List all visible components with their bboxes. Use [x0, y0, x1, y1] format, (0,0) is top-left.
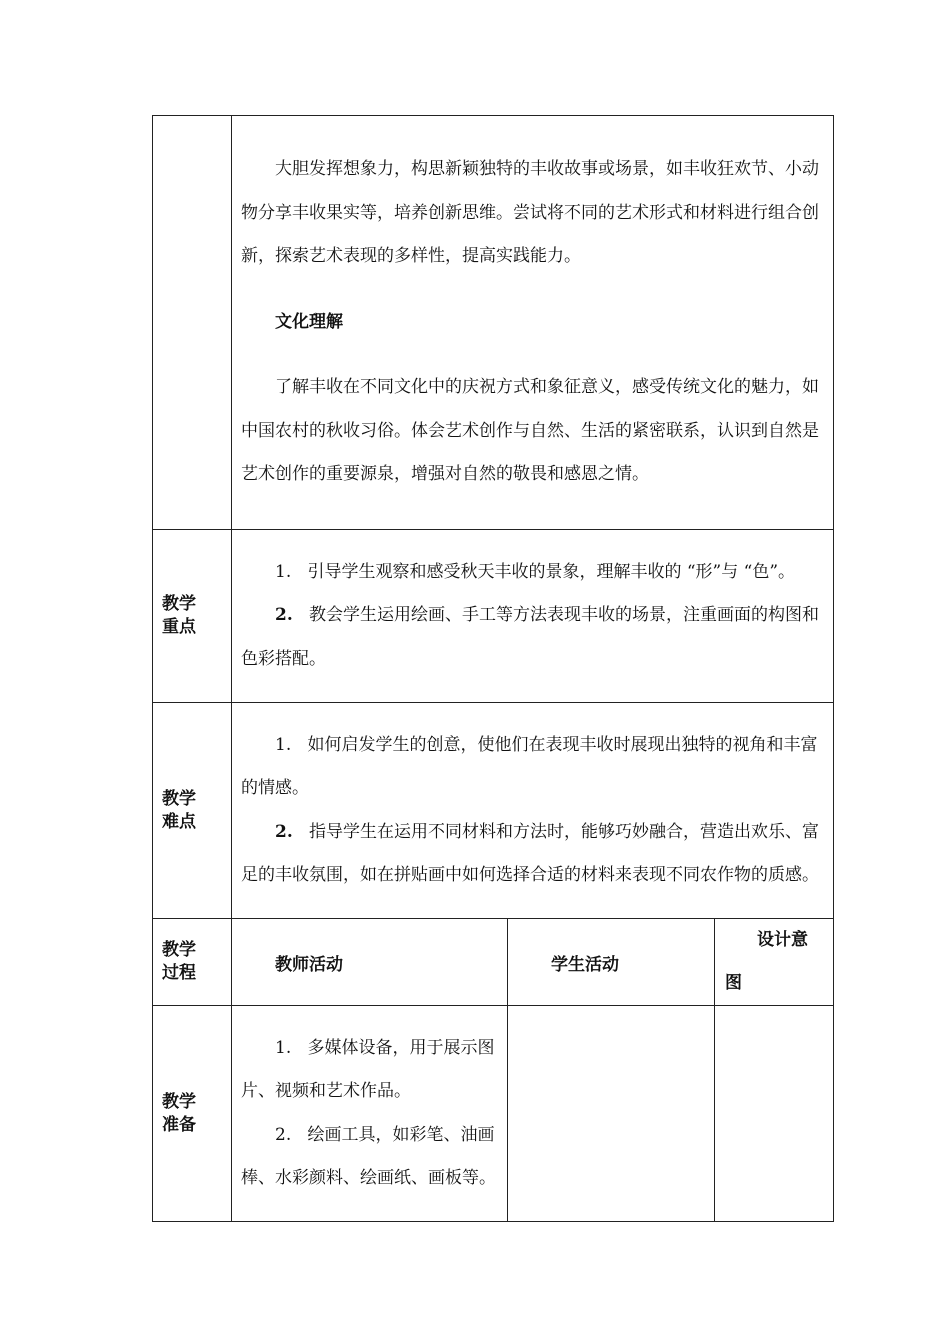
key-point-item-2-number: 2.: [275, 605, 293, 626]
preparation-item-1: [241, 1027, 501, 1114]
key-points-label: [153, 530, 232, 703]
preparation-label: [153, 1006, 232, 1222]
preparation-item-2: [241, 1114, 501, 1201]
difficulty-item-2-number: 2.: [275, 821, 293, 842]
preparation-item-2-number: 2.: [275, 1124, 292, 1145]
design-intent-header-line1: 设计意: [757, 930, 808, 950]
process-label-line1: 教学: [162, 940, 196, 960]
key-point-item-1: [241, 551, 821, 595]
key-point-item-2: [241, 594, 821, 681]
key-points-content: [232, 530, 834, 703]
process-label-line2: 过程: [162, 963, 196, 983]
preparation-teacher-content: [232, 1006, 508, 1222]
difficulties-label-line1: 教学: [162, 788, 196, 809]
difficulty-item-1-text: 如何启发学生的创意，使他们在表现丰收时展现出独特的视角和丰富的情感。: [241, 734, 818, 798]
difficulty-item-1: [241, 724, 821, 811]
design-intent-header: [715, 919, 834, 1006]
key-point-item-1-number: 1.: [275, 561, 292, 582]
design-intent-header-line2: 图: [725, 973, 742, 993]
process-label: [153, 919, 232, 1006]
process-header-row: [153, 919, 834, 1006]
objectives-row: [153, 116, 834, 530]
difficulty-item-1-number: 1.: [275, 734, 292, 755]
difficulties-label-line2: 难点: [162, 811, 196, 832]
culture-understanding-heading: 文化理解: [275, 311, 343, 332]
key-point-item-1-text: 引导学生观察和感受秋天丰收的景象，理解丰收的 “形”与 “色”。: [307, 561, 796, 582]
key-point-item-2-text: 教会学生运用绘画、手工等方法表现丰收的场景，注重画面的构图和色彩搭配。: [241, 605, 819, 669]
lesson-plan-table: [152, 115, 834, 1222]
objectives-label-cell: [153, 116, 232, 530]
key-points-label-line2: 重点: [162, 617, 196, 637]
difficulty-item-2: [241, 811, 821, 898]
preparation-label-line1: 教学: [162, 1091, 196, 1112]
preparation-label-line2: 准备: [162, 1114, 196, 1135]
preparation-intent-cell: [715, 1006, 834, 1222]
difficulties-row: [153, 703, 834, 919]
preparation-item-1-text: 多媒体设备，用于展示图片、视频和艺术作品。: [241, 1037, 495, 1101]
preparation-item-1-number: 1.: [275, 1037, 292, 1058]
difficulty-item-2-text: 指导学生在运用不同材料和方法时，能够巧妙融合，营造出欢乐、富足的丰收氛围，如在拼贴画中如何选择合适的材料来表现不同农作物的质感。: [241, 821, 819, 885]
preparation-item-2-text: 绘画工具，如彩笔、油画棒、水彩颜料、绘画纸、画板等。: [241, 1124, 496, 1188]
objectives-paragraph-2: 了解丰收在不同文化中的庆祝方式和象征意义，感受传统文化的魅力，如中国农村的秋收习俗。体会艺术创作与自然、生活的紧密联系，认识到自然是艺术创作的重要源泉，增强对自然的敬畏和感恩之情。: [241, 377, 819, 485]
preparation-student-cell: [508, 1006, 715, 1222]
difficulties-label: [153, 703, 232, 919]
teacher-activity-header: 教师活动: [232, 919, 508, 1006]
objectives-paragraph-1: 大胆发挥想象力，构思新颖独特的丰收故事或场景，如丰收狂欢节、小动物分享丰收果实等，培养创新思维。尝试将不同的艺术形式和材料进行组合创新，探索艺术表现的多样性，提高实践能力。: [241, 159, 819, 267]
preparation-row: [153, 1006, 834, 1222]
key-points-label-line1: 教学: [162, 594, 196, 614]
difficulties-content: [232, 703, 834, 919]
student-activity-header: 学生活动: [508, 919, 715, 1006]
objectives-content-cell: [232, 116, 834, 530]
key-points-row: [153, 530, 834, 703]
